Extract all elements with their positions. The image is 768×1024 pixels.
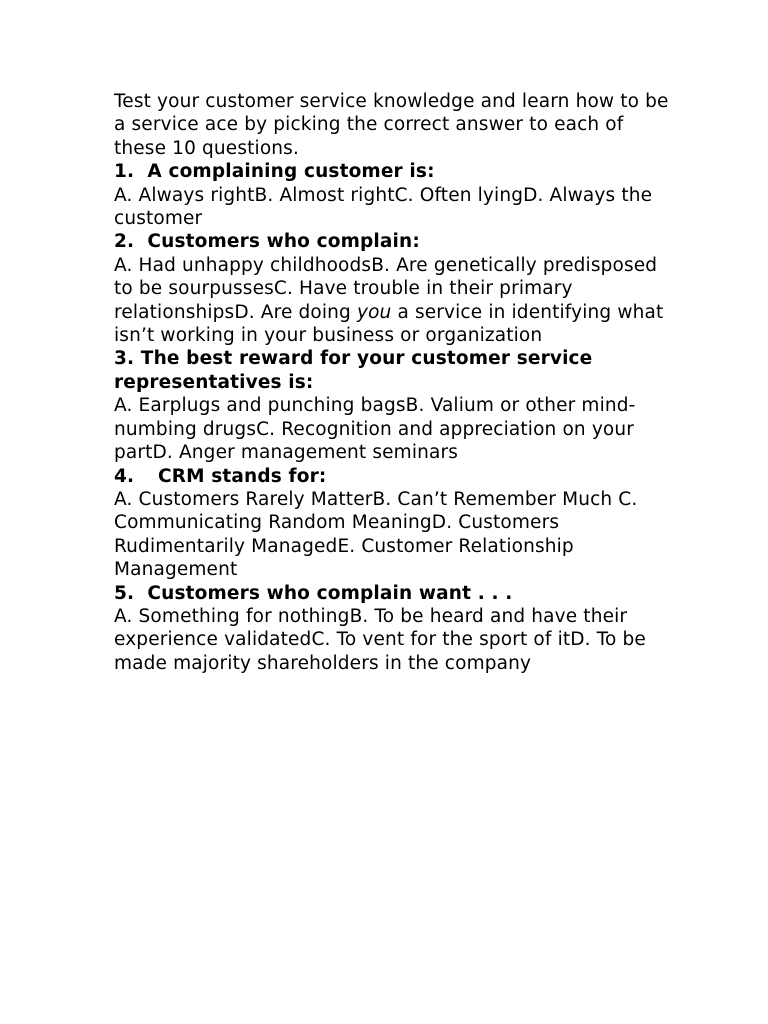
intro-paragraph: Test your customer service knowledge and learn how to be a service ace by picking the correct answer to each of these 10 questions. xyxy=(114,91,669,159)
answers-3: A. Earplugs and punching bagsB. Valium or other mind-numbing drugsC. Recognition and appreciation on your partD. Anger management seminars xyxy=(114,395,636,464)
answers-text: A. Had unhappy childhoodsB. Are genetically predisposed to be sourpussesC. Have trouble in their primary relationshipsD. Are doing xyxy=(114,254,658,323)
question-text: The best reward for your customer service representatives is: xyxy=(114,348,593,393)
question-number: 5. xyxy=(114,582,135,604)
answers-1: A. Always rightB. Almost rightC. Often lyingD. Always the customer xyxy=(114,184,653,230)
answers-text: a service in identifying what isn’t working in your business or organization xyxy=(114,301,664,347)
question-text: Customers who complain: xyxy=(147,231,420,253)
answers-5: A. Something for nothingB. To be heard and have their experience validatedC. To vent for the sport of itD. To be made majority shareholders in the company xyxy=(114,605,646,674)
question-number: 4. xyxy=(114,465,135,487)
question-3 xyxy=(114,347,674,394)
question-number: 2. xyxy=(114,231,135,253)
question-4 xyxy=(114,465,674,488)
question-number: 3. xyxy=(114,348,135,370)
question-text: CRM stands for: xyxy=(157,465,327,487)
answers-2 xyxy=(114,254,674,348)
question-1 xyxy=(114,160,674,183)
question-text: A complaining customer is: xyxy=(147,161,435,183)
question-2 xyxy=(114,230,674,253)
answers-4: A. Customers Rarely MatterB. Can’t Remember Much C. Communicating Random MeaningD. Customers Rudimentarily ManagedE. Customer Relationship Management xyxy=(114,488,638,581)
question-5 xyxy=(114,582,674,605)
question-text: Customers who complain want . . . xyxy=(147,582,513,604)
document-page xyxy=(114,90,674,675)
question-number: 1. xyxy=(114,161,135,183)
answers-emphasis: you xyxy=(356,301,392,323)
